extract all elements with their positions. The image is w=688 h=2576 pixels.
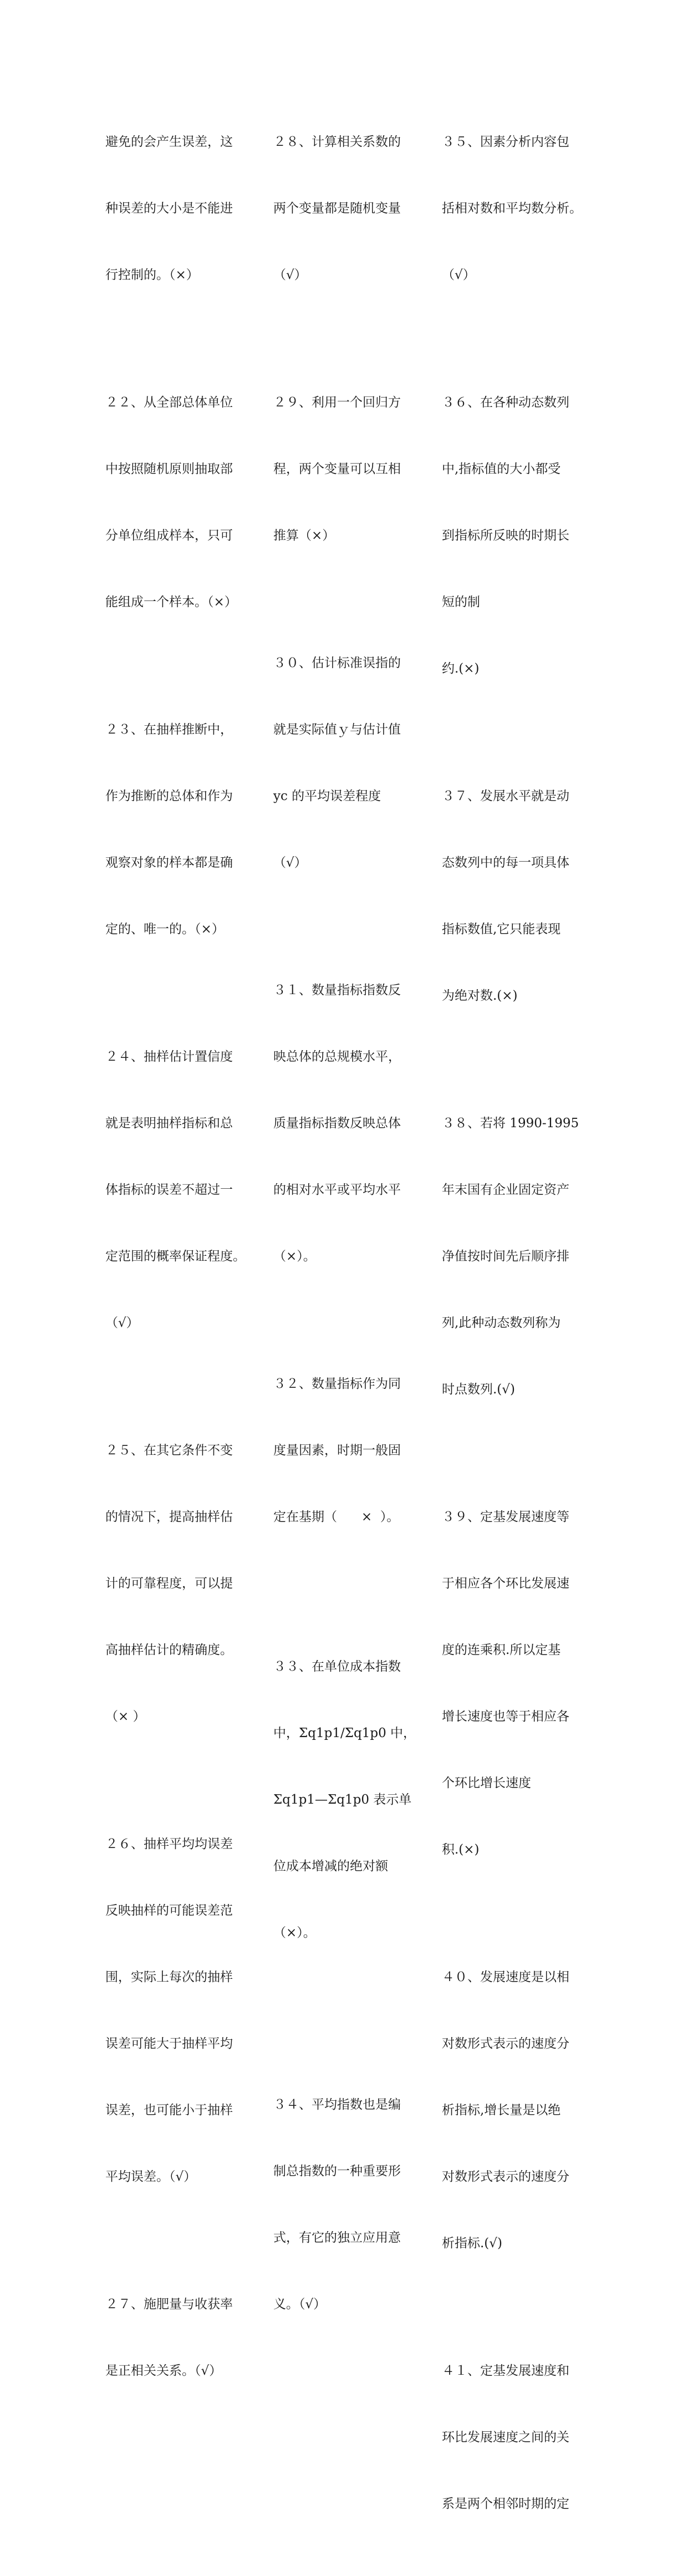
text-line: 平均误差。（√） [105, 2170, 197, 2184]
text-line: 就是表明抽样指标和总 [105, 1116, 233, 1131]
text-line: 个环比增长速度 [442, 1776, 531, 1790]
text-line: 能组成一个样本。（×） [105, 595, 237, 609]
text-line: 为绝对数.(×) [442, 989, 518, 1003]
text-line: 到指标所反映的时期长 [442, 528, 569, 543]
text-line: ３２、数量指标作为同 [273, 1377, 401, 1391]
text-line: 就是实际值ｙ与估计值 [273, 722, 401, 737]
paragraph-item-25 [105, 1395, 255, 1772]
text-line: （√） [273, 268, 307, 282]
paragraph-item-38 [442, 1068, 592, 1445]
text-line: 对数形式表示的速度分 [442, 2170, 569, 2184]
text-line: 式，有它的独立应用意 [273, 2231, 401, 2245]
paragraph-item-29 [273, 347, 423, 591]
text-line: ２２、从全部总体单位 [105, 395, 233, 410]
text-line: 析指标.(√) [442, 2236, 502, 2251]
text-line: 度的连乘积.所以定基 [442, 1643, 561, 1657]
paragraph-item-32 [273, 1328, 423, 1572]
text-line: ３６、在各种动态数列 [442, 395, 569, 410]
paragraph-item-33 [273, 1611, 423, 1988]
text-line: 观察对象的样本都是确 [105, 856, 233, 870]
text-line: 质量指标指数反映总体 [273, 1116, 401, 1131]
text-line: ３１、数量指标指数反 [273, 983, 401, 997]
text-line: 增长速度也等于相应各 [442, 1709, 569, 1724]
text-line: yc 的平均误差程度 [273, 789, 381, 803]
text-line: 计的可靠程度，可以提 [105, 1576, 233, 1591]
text-line: ３３、在单位成本指数 [273, 1659, 401, 1674]
text-line: 作为推断的总体和作为 [105, 789, 233, 803]
paragraph-item-22 [105, 347, 255, 658]
text-line: 态数列中的每一项具体 [442, 856, 569, 870]
text-line: ２６、抽样平均均误差 [105, 1837, 233, 1851]
paragraph-continued-21 [105, 86, 255, 330]
text-line: 析指标,增长量是以绝 [442, 2103, 561, 2117]
text-line: ２８、计算相关系数的 [273, 135, 401, 149]
paragraph-item-34 [273, 2049, 423, 2360]
paragraph-item-31 [273, 935, 423, 1312]
text-line: ２５、在其它条件不变 [105, 1443, 233, 1458]
text-line: 定在基期（ × ）。 [273, 1510, 400, 1524]
text-line: 净值按时间先后顺序排 [442, 1249, 569, 1264]
text-line: 高抽样估计的精确度。 [105, 1643, 233, 1657]
text-line: 误差，也可能小于抽样 [105, 2103, 233, 2117]
text-line: 误差可能大于抽样平均 [105, 2037, 233, 2051]
text-line: ３４、平均指数也是编 [273, 2098, 401, 2112]
text-line: （×）。 [273, 1249, 316, 1264]
text-line: 围，实际上每次的抽样 [105, 1970, 233, 1984]
paragraph-item-37 [442, 741, 592, 1051]
text-line: 系是两个相邻时期的定 [442, 2497, 569, 2511]
text-line: 分单位组成样本，只可 [105, 528, 233, 543]
paragraph-item-28 [273, 86, 423, 330]
text-line: ３５、因素分析内容包 [442, 135, 569, 149]
text-line: 对数形式表示的速度分 [442, 2037, 569, 2051]
text-line: ３０、估计标准误指的 [273, 656, 401, 670]
text-line: 指标数值,它只能表现 [442, 922, 561, 936]
text-line: ２４、抽样估计置信度 [105, 1050, 233, 1064]
text-line: （×）。 [273, 1926, 316, 1940]
text-line: ３７、发展水平就是动 [442, 789, 569, 803]
text-line: 义。（√） [273, 2297, 327, 2312]
paragraph-item-41 [442, 2315, 592, 2559]
text-line: Σq1p1—Σq1p0 表示单 [273, 1793, 412, 1807]
text-line: 的相对水平或平均水平 [273, 1183, 401, 1197]
text-line: 约.(×) [442, 661, 480, 676]
paragraph-item-39 [442, 1462, 592, 1905]
paragraph-item-36 [442, 347, 592, 724]
text-column-left [105, 86, 255, 2443]
text-line: ４１、定基发展速度和 [442, 2364, 569, 2378]
text-line: 推算（×） [273, 528, 335, 543]
text-line: 短的制 [442, 595, 480, 609]
text-line: 括相对数和平均数分析。 [442, 201, 582, 216]
text-line: 于相应各个环比发展速 [442, 1576, 569, 1591]
text-column-right [442, 86, 592, 2576]
text-line: 列,此种动态数列称为 [442, 1316, 561, 1330]
text-line: ２３、在抽样推断中， [105, 722, 233, 737]
paragraph-item-24 [105, 1001, 255, 1378]
text-line: 位成本增减的绝对额 [273, 1859, 388, 1874]
text-line: ４０、发展速度是以相 [442, 1970, 569, 1984]
paragraph-item-30 [273, 608, 423, 918]
text-line: 环比发展速度之间的关 [442, 2430, 569, 2445]
text-line: ３９、定基发展速度等 [442, 1510, 569, 1524]
text-line: 程，两个变量可以互相 [273, 462, 401, 476]
text-line: 中按照随机原则抽取部 [105, 462, 233, 476]
text-line: 种误差的大小是不能进 [105, 201, 233, 216]
text-line: （× ） [105, 1709, 146, 1724]
text-line: 是正相关关系。（√） [105, 2364, 222, 2378]
paragraph-item-40 [442, 1922, 592, 2299]
text-line: 体指标的误差不超过一 [105, 1183, 233, 1197]
text-line: ２７、施肥量与收获率 [105, 2297, 233, 2312]
text-line: ２９、利用一个回归方 [273, 395, 401, 410]
paragraph-item-26 [105, 1789, 255, 2232]
text-line: （√） [105, 1316, 139, 1330]
text-line: 年末国有企业固定资产 [442, 1183, 569, 1197]
text-line: ３８、若将 1990-1995 [442, 1116, 579, 1131]
paragraph-item-27 [105, 2249, 255, 2426]
paragraph-item-23 [105, 674, 255, 985]
text-line: 时点数列.(√) [442, 1382, 515, 1397]
text-column-middle [273, 86, 423, 2376]
text-line: 行控制的。（×） [105, 268, 199, 282]
paragraph-item-35 [442, 86, 592, 330]
text-line: （√） [273, 856, 307, 870]
text-line: 反映抽样的可能误差范 [105, 1903, 233, 1918]
text-line: 映总体的总规模水平， [273, 1050, 401, 1064]
text-line: 度量因素，时期一般固 [273, 1443, 401, 1458]
text-line: 定范围的概率保证程度。 [105, 1249, 246, 1264]
text-line: 定的、唯一的。（×） [105, 922, 225, 936]
text-line: 中，Σq1p1/Σq1p0 中， [273, 1726, 416, 1740]
text-line: 的情况下，提高抽样估 [105, 1510, 233, 1524]
text-line: 制总指数的一种重要形 [273, 2164, 401, 2178]
text-line: 积.(×) [442, 1842, 480, 1857]
text-line: 中,指标值的大小都受 [442, 462, 561, 476]
text-line: （√） [442, 268, 476, 282]
text-line: 避免的会产生误差，这 [105, 135, 233, 149]
text-line: 两个变量都是随机变量 [273, 201, 401, 216]
